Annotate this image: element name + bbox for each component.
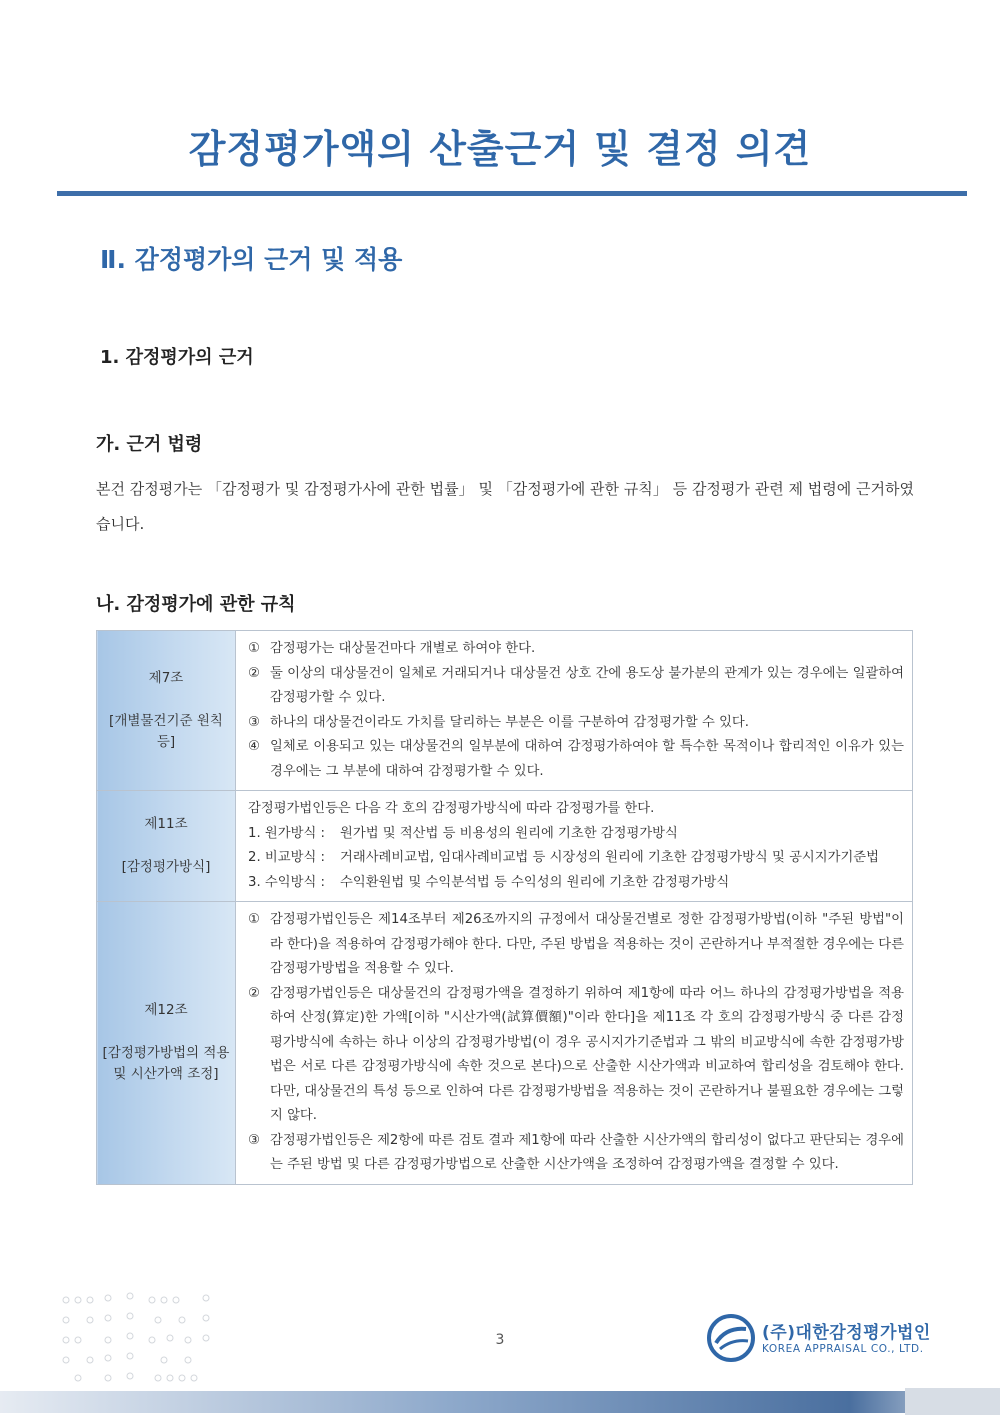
- rules-table: [96, 630, 913, 1185]
- document-title: 감정평가액의 산출근거 및 결정 의견: [188, 127, 812, 171]
- subsection-heading-na: 나. 감정평가에 관한 규칙: [96, 594, 296, 615]
- rule-article-number: 제12조: [144, 1002, 188, 1019]
- rule-article-number: 제7조: [148, 670, 184, 686]
- rule-article-number: 제11조: [144, 816, 188, 832]
- legal-basis-paragraph: 본건 감정평가는 「감정평가 및 감정평가사에 관한 법률」 및 「감정평가에 관한 규칙」 등 감정평가 관련 제 법령에 근거하였습니다.: [96, 480, 914, 533]
- rule-item: 1. 원가방식 : 원가법 및 적산법 등 비용성의 원리에 기초한 감정평가방식: [248, 825, 678, 841]
- section-heading: Ⅱ. 감정평가의 근거 및 적용: [100, 245, 403, 274]
- rule-row-11: [97, 791, 913, 902]
- rule-item: ② 둘 이상의 대상물건이 일체로 거래되거나 대상물건 상호 간에 용도상 불가분의 관계가 있는 경우에는 일괄하여 감정평가할 수 있다.: [248, 665, 904, 705]
- subsection-heading-ga: 가. 근거 법령: [96, 434, 203, 455]
- rule-article-title: [개별물건기준 원칙 등]: [109, 713, 223, 750]
- rule-body-cell: [236, 791, 913, 902]
- footer-band: [0, 1388, 1000, 1415]
- rule-body-cell: [236, 631, 913, 791]
- rule-article-title: [감정평가방식]: [121, 859, 211, 875]
- rule-row-12: [97, 902, 913, 1185]
- rule-item: 2. 비교방식 : 거래사례비교법, 임대사례비교법 등 시장성의 원리에 기초한 감정평가방식 및 공시지가기준법: [248, 850, 879, 865]
- page-number: 3: [495, 1332, 505, 1348]
- rule-item: ④ 일체로 이용되고 있는 대상물건의 일부분에 대하여 감정평가하여야 할 특수한 목적이나 합리적인 이유가 있는 경우에는 그 부분에 대하여 감정평가할 수 있다.: [248, 739, 904, 779]
- rule-body-cell: [236, 902, 913, 1185]
- rule-item: ③ 감정평가법인등은 제2항에 따른 검토 결과 제1항에 따라 산출한 시산가액의 합리성이 없다고 판단되는 경우에는 주된 방법 및 다른 감정평가방법으로 산출한 시산가액을 조정하여 감정평가액을 결정할 수 있다.: [248, 1132, 904, 1172]
- rule-item: ③ 하나의 대상물건이라도 가치를 달리하는 부분은 이를 구분하여 감정평가할 수 있다.: [248, 714, 749, 730]
- rule-item: 3. 수익방식 : 수익환원법 및 수익분석법 등 수익성의 원리에 기초한 감정평가방식: [248, 874, 730, 890]
- rule-label-cell: [97, 791, 236, 902]
- company-name-english: KOREA APPRAISAL CO., LTD.: [762, 1343, 924, 1355]
- rule-item: ② 감정평가법인등은 대상물건의 감정평가액을 결정하기 위하여 제1항에 따라 어느 하나의 감정평가방법을 적용하여 산정(算定)한 가액[이하 "시산가액(試算價額)"이라 한다]을 제11조 각 호의 감정평가방식 중 다른 감정평가방식에 속하는 하나 이상의 감정평가방법(이 경우 공시지가기준법과 그 밖의 비교방식에 속한 감정평가방법은 서로 다른 감정평가방식에 속한 것으로 본다)으로 산출한 시산가액과 비교하여 합리성을 검토해야 한다. 다만, 대상물건의 특성 등으로 인하여 다른 감정평가방법을 적용하는 것이 곤란하거나 불필요한 경우에는 그렇지 않다.: [248, 985, 904, 1123]
- subsection-heading-1: 1. 감정평가의 근거: [100, 347, 254, 368]
- rule-intro: 감정평가법인등은 다음 각 호의 감정평가방식에 따라 감정평가를 한다.: [248, 801, 655, 816]
- rule-item: ① 감정평가는 대상물건마다 개별로 하여야 한다.: [248, 641, 536, 656]
- rule-label-cell: [97, 631, 236, 791]
- rule-label-cell: [97, 902, 236, 1185]
- title-divider: [57, 191, 967, 196]
- company-name-korean: (주)대한감정평가법인: [762, 1323, 931, 1343]
- rule-row-7: [97, 631, 913, 791]
- rule-article-title: [감정평가방법의 적용 및 시산가액 조정]: [102, 1045, 230, 1083]
- rule-item: ① 감정평가법인등은 제14조부터 제26조까지의 규정에서 대상물건별로 정한 감정평가방법(이하 "주된 방법"이라 한다)을 적용하여 감정평가해야 한다. 다만, 주된 방법을 적용하는 것이 곤란하거나 부적절한 경우에는 다른 감정평가방법을 적용할 수 있다.: [248, 912, 904, 976]
